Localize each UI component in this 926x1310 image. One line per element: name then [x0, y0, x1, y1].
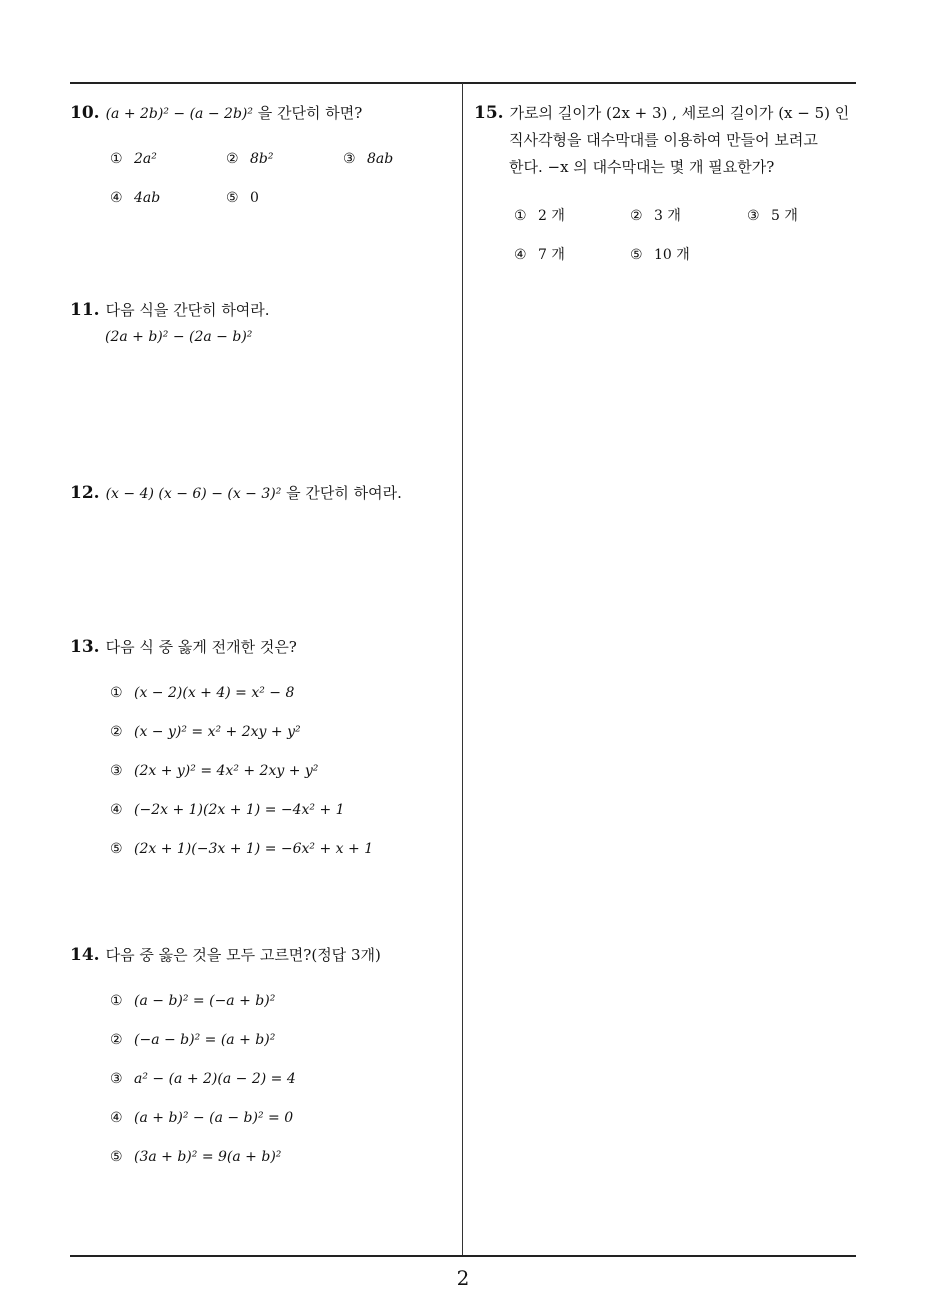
choice-grid — [514, 203, 854, 283]
choice-2[interactable] — [110, 722, 450, 761]
question-text-line-2: 직사각형을 대수막대를 이용하여 만들어 보려고 — [509, 131, 818, 149]
choice-5[interactable] — [110, 839, 450, 878]
choice-mark: ① — [110, 993, 123, 1009]
choice-text: 8ab — [367, 151, 394, 167]
choice-3[interactable] — [110, 1069, 450, 1108]
choice-4[interactable] — [110, 185, 160, 212]
choice-mark: ③ — [110, 763, 123, 779]
question-text: 다음 식을 간단히 하여라. — [105, 301, 270, 319]
question-text: 다음 식 중 옳게 전개한 것은? — [105, 638, 297, 656]
choice-5[interactable] — [226, 185, 259, 212]
choice-5[interactable] — [110, 1147, 450, 1186]
choice-1[interactable] — [110, 991, 450, 1030]
choice-mark: ⑤ — [110, 1149, 123, 1165]
choice-text: (a + b)² − (a − b)² = 0 — [134, 1110, 294, 1126]
choice-4[interactable] — [110, 800, 450, 839]
choice-2[interactable] — [110, 1030, 450, 1069]
choice-text: (2x + 1)(−3x + 1) = −6x² + x + 1 — [134, 841, 374, 857]
question-text: 을 간단히 하면? — [252, 104, 363, 122]
question-number: 14. — [70, 945, 100, 965]
choice-text: 3 개 — [654, 208, 681, 224]
question-number: 15. — [474, 103, 504, 123]
question-text-line-1: 가로의 길이가 (2x + 3) , 세로의 길이가 (x − 5) 인 — [509, 104, 850, 122]
choice-mark: ② — [110, 1032, 123, 1048]
choice-list — [110, 683, 450, 878]
choice-text: (2x + y)² = 4x² + 2xy + y² — [134, 763, 319, 779]
choice-3[interactable] — [747, 203, 798, 230]
question-15 — [474, 100, 854, 283]
choice-mark: ① — [110, 151, 123, 167]
question-14 — [70, 942, 450, 1186]
choice-3[interactable] — [343, 146, 393, 173]
choice-mark: ④ — [514, 247, 527, 263]
choice-mark: ④ — [110, 190, 123, 206]
choice-1[interactable] — [514, 203, 565, 230]
choice-2[interactable] — [630, 203, 681, 230]
question-expression: (a + 2b)² − (a − 2b)² — [105, 106, 253, 122]
choice-text: (3a + b)² = 9(a + b)² — [134, 1149, 282, 1165]
choice-text: 5 개 — [771, 208, 798, 224]
choice-mark: ③ — [110, 1071, 123, 1087]
choice-text: (−a − b)² = (a + b)² — [134, 1032, 276, 1048]
choice-5[interactable] — [630, 242, 690, 269]
question-expression: (2a + b)² − (2a − b)² — [105, 329, 253, 345]
question-12 — [70, 480, 450, 508]
question-expression: (x − 4) (x − 6) − (x − 3)² — [105, 486, 282, 502]
choice-mark: ⑤ — [110, 841, 123, 857]
choice-text: 10 개 — [654, 247, 690, 263]
question-11 — [70, 297, 450, 351]
page-number: 2 — [456, 1266, 470, 1290]
choice-text: 8b² — [250, 151, 274, 167]
question-13 — [70, 634, 450, 878]
choice-text: a² − (a + 2)(a − 2) = 4 — [134, 1071, 296, 1087]
choice-text: (−2x + 1)(2x + 1) = −4x² + 1 — [134, 802, 345, 818]
choice-2[interactable] — [226, 146, 273, 173]
choice-text: (x − y)² = x² + 2xy + y² — [134, 724, 301, 740]
choice-text: (a − b)² = (−a + b)² — [134, 993, 276, 1009]
top-rule — [70, 82, 856, 84]
choice-4[interactable] — [514, 242, 565, 269]
choice-mark: ⑤ — [630, 247, 643, 263]
choice-mark: ③ — [747, 208, 760, 224]
choice-mark: ③ — [343, 151, 356, 167]
choice-mark: ② — [110, 724, 123, 740]
choice-mark: ① — [110, 685, 123, 701]
choice-grid — [110, 146, 450, 226]
choice-mark: ④ — [110, 1110, 123, 1126]
choice-4[interactable] — [110, 1108, 450, 1147]
choice-mark: ② — [226, 151, 239, 167]
question-number: 11. — [70, 300, 100, 320]
question-number: 13. — [70, 637, 100, 657]
choice-mark: ④ — [110, 802, 123, 818]
bottom-rule — [70, 1255, 856, 1257]
choice-text: (x − 2)(x + 4) = x² − 8 — [134, 685, 295, 701]
choice-text: 2a² — [134, 151, 157, 167]
question-number: 10. — [70, 103, 100, 123]
question-text-line-3: 한다. −x 의 대수막대는 몇 개 필요한가? — [509, 158, 775, 176]
question-number: 12. — [70, 483, 100, 503]
choice-mark: ① — [514, 208, 527, 224]
question-10 — [70, 100, 450, 226]
choice-mark: ⑤ — [226, 190, 239, 206]
choice-1[interactable] — [110, 683, 450, 722]
choice-text: 7 개 — [538, 247, 565, 263]
choice-text: 4ab — [134, 190, 161, 206]
question-text: 다음 중 옳은 것을 모두 고르면?(정답 3개) — [105, 946, 381, 964]
choice-text: 0 — [250, 190, 259, 206]
choice-list — [110, 991, 450, 1186]
column-divider — [462, 83, 463, 1256]
choice-3[interactable] — [110, 761, 450, 800]
choice-text: 2 개 — [538, 208, 565, 224]
choice-1[interactable] — [110, 146, 157, 173]
choice-mark: ② — [630, 208, 643, 224]
question-text: 을 간단히 하여라. — [281, 484, 402, 502]
